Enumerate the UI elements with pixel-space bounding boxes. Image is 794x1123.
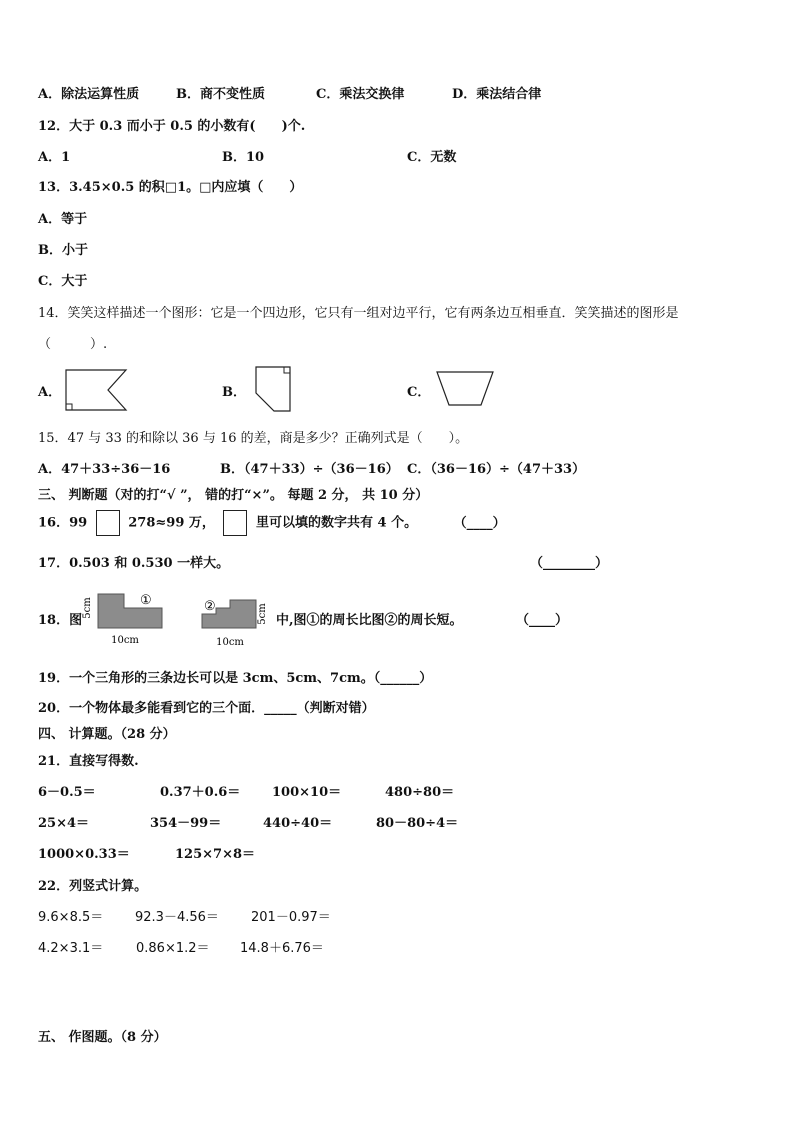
q22-row1-item3: 201－0.97＝ (251, 910, 331, 925)
q18-label: 18．图 (38, 613, 83, 628)
q18-answer[interactable]: （____） (516, 613, 569, 628)
q14-option-c: C． (407, 385, 431, 400)
q21-row3-item2: 125×7×8＝ (175, 847, 256, 862)
q14-shape-b (252, 365, 294, 415)
q21-stem: 21．直接写得数. (38, 754, 139, 769)
q11-option-d: D．乘法结合律 (452, 87, 542, 102)
q18-figures (80, 588, 280, 650)
q22-row1-item2: 92.3－4.56＝ (135, 910, 219, 925)
q21-row1-item1: 6－0.5＝ (38, 785, 96, 800)
q21-row2-item1: 25×4＝ (38, 816, 90, 831)
q20-stem: 20．一个物体最多能看到它的三个面．_____（判断对错） (38, 701, 375, 716)
q18-fig1-number: ① (140, 593, 152, 608)
q17-answer[interactable]: （________） (530, 556, 609, 571)
q18-fig1-width-label: 10cm (111, 635, 139, 646)
q21-row2-item4: 80－80÷4＝ (376, 816, 459, 831)
section-3-title: 三、 判断题（对的打“√ ”， 错的打“×”。 每题 2 分， 共 10 分） (38, 488, 429, 503)
q13-option-a: A．等于 (38, 212, 88, 227)
q12-option-c: C．无数 (407, 150, 457, 165)
q21-row3-item1: 1000×0.33＝ (38, 847, 130, 862)
q18-fig2-height-label: 5cm (257, 603, 268, 625)
q15-option-b: B．（47＋33）÷（36－16） (220, 462, 399, 477)
q16 (38, 510, 506, 536)
q18-text: 中,图①的周长比图②的周长短。 (276, 613, 463, 628)
q22-row2-item2: 0.86×1.2＝ (136, 941, 210, 956)
q13-stem: 13．3.45×0.5 的积□1。□内应填（ ） (38, 180, 303, 195)
q22-row1-item1: 9.6×8.5＝ (38, 910, 104, 925)
section-5-title: 五、 作图题。（8 分） (38, 1030, 167, 1045)
q12-option-b: B．10 (222, 150, 265, 165)
q22-stem: 22．列竖式计算。 (38, 879, 148, 894)
section-4-title: 四、 计算题。（28 分） (38, 727, 176, 742)
q15-stem: 15．47 与 33 的和除以 36 与 16 的差，商是多少？正确列式是（ ）。 (38, 431, 469, 446)
q15-option-c: C．（36－16）÷（47＋33） (407, 462, 586, 477)
q14-shape-c (435, 370, 495, 408)
q21-row1-item2: 0.37＋0.6＝ (160, 785, 241, 800)
q11-option-c: C．乘法交换律 (316, 87, 405, 102)
q16-answer-box-2[interactable] (223, 510, 247, 536)
q16-part1: 16．99 (38, 515, 88, 531)
q11-option-b: B．商不变性质 (176, 87, 265, 102)
q14-stem-cont: （ ）. (38, 337, 108, 352)
q17-stem: 17．0.503 和 0.530 一样大。 (38, 556, 230, 571)
q16-part2: 278≈99 万， (128, 515, 215, 531)
q15-option-a: A．47＋33÷36－16 (38, 462, 171, 477)
q11-option-a: A．除法运算性质 (38, 87, 140, 102)
q13-option-b: B．小于 (38, 243, 88, 258)
q16-part3: 里可以填的数字共有 4 个。 (255, 515, 418, 531)
q14-shape-a (64, 368, 130, 412)
q18-fig2-number: ② (204, 599, 216, 614)
q16-answer-box-1[interactable] (96, 510, 120, 536)
q14-stem: 14．笑笑这样描述一个图形：它是一个四边形，它只有一组对边平行，它有两条边互相垂直．笑笑描述的图形是 (38, 306, 679, 321)
q21-row2-item2: 354－99＝ (150, 816, 222, 831)
q22-row2-item1: 4.2×3.1＝ (38, 941, 104, 956)
q21-row1-item3: 100×10＝ (272, 785, 342, 800)
q18-fig1-height-label: 5cm (82, 597, 93, 619)
q13-option-c: C．大于 (38, 274, 88, 289)
q22-row2-item3: 14.8＋6.76＝ (240, 941, 324, 956)
q21-row2-item3: 440÷40＝ (263, 816, 333, 831)
q12-stem: 12．大于 0.3 而小于 0.5 的小数有( )个. (38, 119, 306, 134)
q21-row1-item4: 480÷80＝ (385, 785, 455, 800)
q16-answer[interactable]: （____） (453, 515, 506, 531)
q14-option-a: A． (38, 385, 62, 400)
q12-option-a: A．1 (38, 150, 71, 165)
q18-fig2-width-label: 10cm (216, 637, 244, 648)
q19-stem: 19．一个三角形的三条边长可以是 3cm、5cm、7cm。（______） (38, 671, 433, 686)
q14-option-b: B． (222, 385, 246, 400)
